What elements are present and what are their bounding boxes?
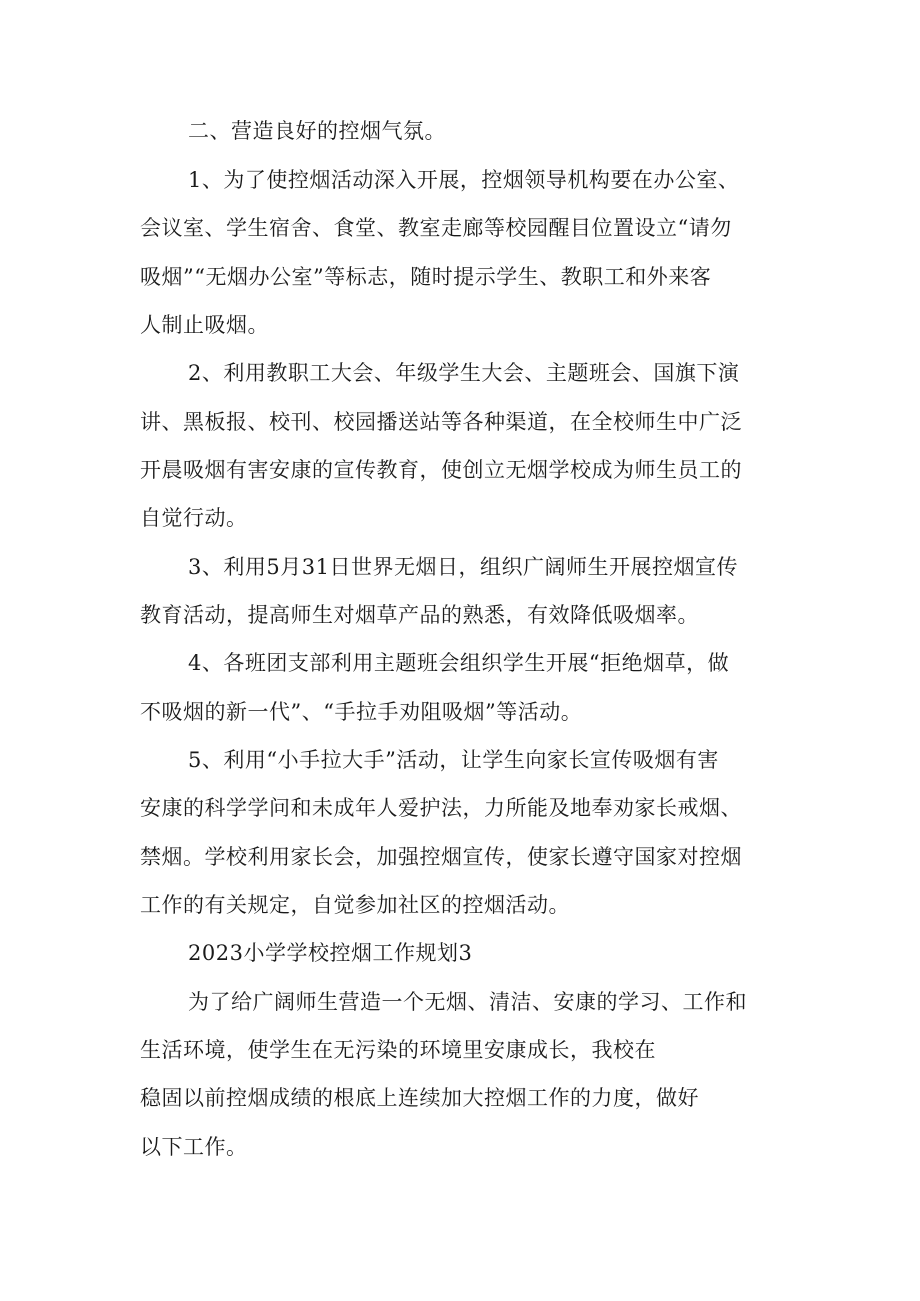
- paragraph-line: 为了给广阔师生营造一个无烟、清洁、安康的学习、工作和: [188, 990, 747, 1014]
- paragraph-line: 开晨吸烟有害安康的宣传教育，使创立无烟学校成为师生员工的: [140, 458, 742, 482]
- paragraph-line: 工作的有关规定，自觉参加社区的控烟活动。: [140, 893, 570, 917]
- paragraph-line: 安康的科学学问和未成年人爱护法，力所能及地奉劝家长戒烟、: [140, 796, 742, 820]
- paragraph-line: 生活环境，使学生在无污染的环境里安康成长，我校在: [140, 1038, 656, 1062]
- paragraph-line: 人制止吸烟。: [140, 313, 269, 337]
- section-heading: 二、营造良好的控烟气氛。: [188, 119, 446, 143]
- paragraph-line: 1、为了使控烟活动深入开展，控烟领导机构要在办公室、: [188, 168, 740, 192]
- paragraph-line: 稳固以前控烟成绩的根底上连续加大控烟工作的力度，做好: [140, 1086, 699, 1110]
- paragraph-line: 4、各班团支部利用主题班会组织学生开展“拒绝烟草，做: [188, 651, 730, 675]
- paragraph-line: 2、利用教职工大会、年级学生大会、主题班会、国旗下演: [188, 361, 740, 385]
- paragraph-line: 教育活动，提高师生对烟草产品的熟悉，有效降低吸烟率。: [140, 603, 699, 627]
- paragraph-line: 会议室、学生宿舍、食堂、教室走廊等校园醒目位置设立“请勿: [140, 216, 732, 240]
- paragraph-line: 讲、黑板报、校刊、校园播送站等各种渠道，在全校师生中广泛: [140, 410, 742, 434]
- paragraph-line: 吸烟”“无烟办公室”等标志，随时提示学生、教职工和外来客: [140, 265, 712, 289]
- paragraph-line: 不吸烟的新一代”、“手拉手劝阻吸烟”等活动。: [140, 700, 583, 724]
- paragraph-line: 3、利用5月31日世界无烟日，组织广阔师生开展控烟宣传: [188, 555, 738, 579]
- paragraph-line: 以下工作。: [140, 1135, 248, 1159]
- paragraph-line: 禁烟。学校利用家长会，加强控烟宣传，使家长遵守国家对控烟: [140, 845, 742, 869]
- paragraph-line: 5、利用“小手拉大手”活动，让学生向家长宣传吸烟有害: [188, 748, 719, 772]
- section-title: 2023小学学校控烟工作规划3: [188, 941, 473, 965]
- paragraph-line: 自觉行动。: [140, 506, 248, 530]
